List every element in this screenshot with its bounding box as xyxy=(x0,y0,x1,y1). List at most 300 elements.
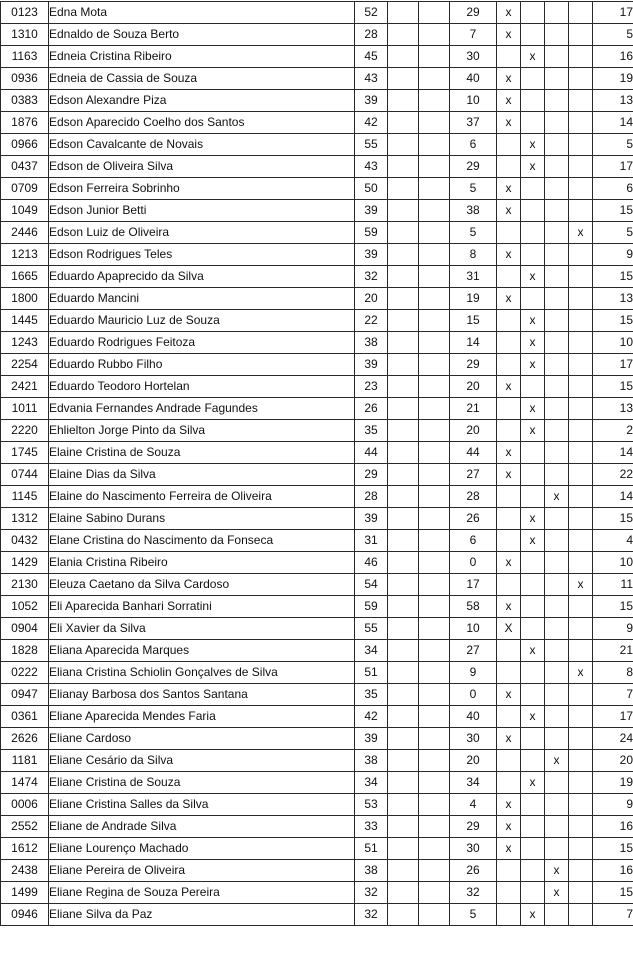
empty-col-2 xyxy=(419,882,450,904)
mark-col-1 xyxy=(497,398,521,420)
total-value: 5 xyxy=(593,24,633,46)
mark-col-4 xyxy=(569,530,593,552)
person-name: Eliane Regina de Souza Pereira xyxy=(49,882,355,904)
empty-col-2 xyxy=(419,904,450,926)
mark-col-3 xyxy=(545,464,569,486)
count-value: 4 xyxy=(450,794,497,816)
total-value: 13 xyxy=(593,288,633,310)
empty-col-1 xyxy=(388,530,419,552)
empty-col-1 xyxy=(388,90,419,112)
table-row xyxy=(1,750,633,772)
mark-col-1: x xyxy=(497,200,521,222)
age-value: 38 xyxy=(355,860,388,882)
table-row xyxy=(1,728,633,750)
table-row xyxy=(1,90,633,112)
total-value: 13 xyxy=(593,398,633,420)
empty-col-2 xyxy=(419,596,450,618)
count-value: 10 xyxy=(450,618,497,640)
mark-col-2 xyxy=(521,376,545,398)
table-row xyxy=(1,618,633,640)
age-value: 43 xyxy=(355,156,388,178)
total-value: 14 xyxy=(593,486,633,508)
total-value: 24 xyxy=(593,728,633,750)
mark-col-3 xyxy=(545,376,569,398)
empty-col-1 xyxy=(388,750,419,772)
empty-col-2 xyxy=(419,134,450,156)
mark-col-1: x xyxy=(497,112,521,134)
count-value: 30 xyxy=(450,728,497,750)
count-value: 15 xyxy=(450,310,497,332)
mark-col-2 xyxy=(521,90,545,112)
table-row xyxy=(1,244,633,266)
total-value: 21 xyxy=(593,640,633,662)
empty-col-2 xyxy=(419,222,450,244)
record-id: 1474 xyxy=(1,772,49,794)
person-name: Edson Aparecido Coelho dos Santos xyxy=(49,112,355,134)
mark-col-3 xyxy=(545,2,569,24)
empty-col-1 xyxy=(388,662,419,684)
mark-col-2 xyxy=(521,816,545,838)
count-value: 32 xyxy=(450,882,497,904)
mark-col-2 xyxy=(521,750,545,772)
empty-col-2 xyxy=(419,178,450,200)
count-value: 29 xyxy=(450,816,497,838)
mark-col-1 xyxy=(497,266,521,288)
table-row xyxy=(1,310,633,332)
mark-col-4 xyxy=(569,464,593,486)
person-name: Eliane Aparecida Mendes Faria xyxy=(49,706,355,728)
table-row xyxy=(1,508,633,530)
total-value: 10 xyxy=(593,552,633,574)
empty-col-2 xyxy=(419,574,450,596)
empty-col-1 xyxy=(388,618,419,640)
age-value: 34 xyxy=(355,772,388,794)
count-value: 0 xyxy=(450,684,497,706)
mark-col-1 xyxy=(497,420,521,442)
record-id: 0383 xyxy=(1,90,49,112)
mark-col-2 xyxy=(521,574,545,596)
age-value: 39 xyxy=(355,354,388,376)
mark-col-3 xyxy=(545,728,569,750)
mark-col-1: x xyxy=(497,684,521,706)
person-name: Eduardo Mauricio Luz de Souza xyxy=(49,310,355,332)
empty-col-1 xyxy=(388,332,419,354)
mark-col-1 xyxy=(497,706,521,728)
person-name: Edvania Fernandes Andrade Fagundes xyxy=(49,398,355,420)
mark-col-2: x xyxy=(521,772,545,794)
mark-col-2 xyxy=(521,178,545,200)
count-value: 37 xyxy=(450,112,497,134)
age-value: 23 xyxy=(355,376,388,398)
count-value: 20 xyxy=(450,750,497,772)
person-name: Elaine Dias da Silva xyxy=(49,464,355,486)
mark-col-4 xyxy=(569,816,593,838)
age-value: 35 xyxy=(355,684,388,706)
count-value: 8 xyxy=(450,244,497,266)
mark-col-4 xyxy=(569,112,593,134)
empty-col-1 xyxy=(388,772,419,794)
person-name: Edson de Oliveira Silva xyxy=(49,156,355,178)
mark-col-2 xyxy=(521,838,545,860)
count-value: 31 xyxy=(450,266,497,288)
mark-col-2 xyxy=(521,882,545,904)
total-value: 15 xyxy=(593,508,633,530)
count-value: 0 xyxy=(450,552,497,574)
table-row xyxy=(1,574,633,596)
count-value: 29 xyxy=(450,2,497,24)
record-id: 2446 xyxy=(1,222,49,244)
mark-col-4 xyxy=(569,420,593,442)
mark-col-1: X xyxy=(497,618,521,640)
count-value: 44 xyxy=(450,442,497,464)
empty-col-1 xyxy=(388,222,419,244)
record-id: 1181 xyxy=(1,750,49,772)
mark-col-3 xyxy=(545,68,569,90)
age-value: 39 xyxy=(355,508,388,530)
mark-col-1 xyxy=(497,156,521,178)
table-row xyxy=(1,486,633,508)
person-name: Eli Xavier da Silva xyxy=(49,618,355,640)
empty-col-1 xyxy=(388,68,419,90)
mark-col-2 xyxy=(521,442,545,464)
empty-col-2 xyxy=(419,310,450,332)
mark-col-3 xyxy=(545,156,569,178)
mark-col-3 xyxy=(545,904,569,926)
mark-col-4 xyxy=(569,90,593,112)
mark-col-3 xyxy=(545,266,569,288)
mark-col-4 xyxy=(569,684,593,706)
count-value: 40 xyxy=(450,706,497,728)
table-row xyxy=(1,266,633,288)
empty-col-1 xyxy=(388,266,419,288)
mark-col-1: x xyxy=(497,442,521,464)
count-value: 29 xyxy=(450,354,497,376)
total-value: 17 xyxy=(593,706,633,728)
total-value: 15 xyxy=(593,882,633,904)
mark-col-2: x xyxy=(521,310,545,332)
mark-col-4 xyxy=(569,728,593,750)
record-id: 0006 xyxy=(1,794,49,816)
mark-col-4 xyxy=(569,486,593,508)
mark-col-1 xyxy=(497,332,521,354)
total-value: 7 xyxy=(593,904,633,926)
table-row xyxy=(1,46,633,68)
mark-col-3 xyxy=(545,574,569,596)
record-id: 1312 xyxy=(1,508,49,530)
empty-col-1 xyxy=(388,728,419,750)
table-row xyxy=(1,662,633,684)
count-value: 5 xyxy=(450,904,497,926)
roster-table xyxy=(0,1,633,926)
empty-col-2 xyxy=(419,376,450,398)
record-id: 1429 xyxy=(1,552,49,574)
total-value: 16 xyxy=(593,816,633,838)
mark-col-3 xyxy=(545,442,569,464)
empty-col-1 xyxy=(388,178,419,200)
total-value: 4 xyxy=(593,530,633,552)
empty-col-2 xyxy=(419,816,450,838)
total-value: 11 xyxy=(593,574,633,596)
empty-col-2 xyxy=(419,332,450,354)
mark-col-3 xyxy=(545,222,569,244)
mark-col-3 xyxy=(545,134,569,156)
mark-col-3: x xyxy=(545,750,569,772)
person-name: Elaine do Nascimento Ferreira de Oliveira xyxy=(49,486,355,508)
person-name: Elania Cristina Ribeiro xyxy=(49,552,355,574)
empty-col-2 xyxy=(419,68,450,90)
mark-col-1: x xyxy=(497,596,521,618)
mark-col-1 xyxy=(497,354,521,376)
person-name: Ednaldo de Souza Berto xyxy=(49,24,355,46)
person-name: Eliane de Andrade Silva xyxy=(49,816,355,838)
table-row xyxy=(1,860,633,882)
empty-col-2 xyxy=(419,662,450,684)
mark-col-2 xyxy=(521,2,545,24)
mark-col-3 xyxy=(545,288,569,310)
mark-col-1: x xyxy=(497,90,521,112)
person-name: Elane Cristina do Nascimento da Fonseca xyxy=(49,530,355,552)
mark-col-3 xyxy=(545,530,569,552)
person-name: Eliane Cristina Salles da Silva xyxy=(49,794,355,816)
mark-col-2 xyxy=(521,728,545,750)
total-value: 5 xyxy=(593,222,633,244)
person-name: Eliana Cristina Schiolin Gonçalves de Silva xyxy=(49,662,355,684)
mark-col-4 xyxy=(569,750,593,772)
mark-col-1: x xyxy=(497,838,521,860)
mark-col-2 xyxy=(521,662,545,684)
count-value: 6 xyxy=(450,530,497,552)
total-value: 14 xyxy=(593,442,633,464)
mark-col-1 xyxy=(497,310,521,332)
table-row xyxy=(1,68,633,90)
mark-col-2 xyxy=(521,244,545,266)
mark-col-3 xyxy=(545,618,569,640)
age-value: 59 xyxy=(355,222,388,244)
age-value: 28 xyxy=(355,486,388,508)
total-value: 17 xyxy=(593,156,633,178)
empty-col-2 xyxy=(419,244,450,266)
mark-col-3 xyxy=(545,508,569,530)
person-name: Elaine Sabino Durans xyxy=(49,508,355,530)
empty-col-1 xyxy=(388,420,419,442)
record-id: 2254 xyxy=(1,354,49,376)
record-id: 2552 xyxy=(1,816,49,838)
age-value: 32 xyxy=(355,266,388,288)
total-value: 17 xyxy=(593,2,633,24)
record-id: 1745 xyxy=(1,442,49,464)
empty-col-2 xyxy=(419,486,450,508)
record-id: 1163 xyxy=(1,46,49,68)
mark-col-1: x xyxy=(497,552,521,574)
age-value: 44 xyxy=(355,442,388,464)
mark-col-2 xyxy=(521,618,545,640)
record-id: 2626 xyxy=(1,728,49,750)
mark-col-4 xyxy=(569,904,593,926)
total-value: 15 xyxy=(593,200,633,222)
total-value: 16 xyxy=(593,46,633,68)
record-id: 1612 xyxy=(1,838,49,860)
count-value: 6 xyxy=(450,134,497,156)
mark-col-4: x xyxy=(569,662,593,684)
person-name: Eliane Cardoso xyxy=(49,728,355,750)
empty-col-2 xyxy=(419,420,450,442)
age-value: 29 xyxy=(355,464,388,486)
empty-col-2 xyxy=(419,24,450,46)
table-row xyxy=(1,2,633,24)
mark-col-2 xyxy=(521,486,545,508)
age-value: 31 xyxy=(355,530,388,552)
age-value: 46 xyxy=(355,552,388,574)
age-value: 50 xyxy=(355,178,388,200)
mark-col-1: x xyxy=(497,178,521,200)
empty-col-1 xyxy=(388,640,419,662)
age-value: 32 xyxy=(355,882,388,904)
empty-col-1 xyxy=(388,310,419,332)
table-row xyxy=(1,222,633,244)
mark-col-1 xyxy=(497,772,521,794)
mark-col-3 xyxy=(545,772,569,794)
mark-col-1: x xyxy=(497,794,521,816)
count-value: 14 xyxy=(450,332,497,354)
empty-col-2 xyxy=(419,750,450,772)
empty-col-1 xyxy=(388,706,419,728)
record-id: 1049 xyxy=(1,200,49,222)
record-id: 1145 xyxy=(1,486,49,508)
mark-col-3 xyxy=(545,200,569,222)
table-row xyxy=(1,904,633,926)
total-value: 22 xyxy=(593,464,633,486)
age-value: 32 xyxy=(355,904,388,926)
person-name: Ehlielton Jorge Pinto da Silva xyxy=(49,420,355,442)
total-value: 15 xyxy=(593,310,633,332)
mark-col-2 xyxy=(521,860,545,882)
mark-col-3 xyxy=(545,90,569,112)
age-value: 38 xyxy=(355,750,388,772)
count-value: 17 xyxy=(450,574,497,596)
empty-col-1 xyxy=(388,486,419,508)
age-value: 22 xyxy=(355,310,388,332)
empty-col-1 xyxy=(388,46,419,68)
empty-col-1 xyxy=(388,200,419,222)
total-value: 6 xyxy=(593,178,633,200)
mark-col-2 xyxy=(521,464,545,486)
count-value: 19 xyxy=(450,288,497,310)
mark-col-3 xyxy=(545,552,569,574)
person-name: Edson Cavalcante de Novais xyxy=(49,134,355,156)
empty-col-2 xyxy=(419,860,450,882)
mark-col-2: x xyxy=(521,398,545,420)
record-id: 1213 xyxy=(1,244,49,266)
mark-col-2 xyxy=(521,684,545,706)
person-name: Eliane Pereira de Oliveira xyxy=(49,860,355,882)
mark-col-4 xyxy=(569,2,593,24)
total-value: 14 xyxy=(593,112,633,134)
empty-col-1 xyxy=(388,288,419,310)
mark-col-2 xyxy=(521,68,545,90)
count-value: 5 xyxy=(450,178,497,200)
person-name: Eduardo Apaprecido da Silva xyxy=(49,266,355,288)
table-row xyxy=(1,640,633,662)
count-value: 58 xyxy=(450,596,497,618)
count-value: 5 xyxy=(450,222,497,244)
empty-col-2 xyxy=(419,354,450,376)
person-name: Eduardo Teodoro Hortelan xyxy=(49,376,355,398)
record-id: 0432 xyxy=(1,530,49,552)
mark-col-2: x xyxy=(521,530,545,552)
table-row xyxy=(1,816,633,838)
empty-col-1 xyxy=(388,904,419,926)
mark-col-1 xyxy=(497,574,521,596)
mark-col-3 xyxy=(545,354,569,376)
total-value: 17 xyxy=(593,354,633,376)
empty-col-1 xyxy=(388,882,419,904)
person-name: Edson Luiz de Oliveira xyxy=(49,222,355,244)
empty-col-2 xyxy=(419,684,450,706)
table-row xyxy=(1,420,633,442)
empty-col-2 xyxy=(419,398,450,420)
age-value: 59 xyxy=(355,596,388,618)
table-row xyxy=(1,596,633,618)
count-value: 27 xyxy=(450,640,497,662)
mark-col-2 xyxy=(521,222,545,244)
total-value: 13 xyxy=(593,90,633,112)
mark-col-1: x xyxy=(497,244,521,266)
table-row xyxy=(1,288,633,310)
count-value: 26 xyxy=(450,508,497,530)
record-id: 1243 xyxy=(1,332,49,354)
record-id: 0437 xyxy=(1,156,49,178)
mark-col-4 xyxy=(569,354,593,376)
age-value: 55 xyxy=(355,134,388,156)
age-value: 55 xyxy=(355,618,388,640)
empty-col-1 xyxy=(388,684,419,706)
person-name: Eliane Lourenço Machado xyxy=(49,838,355,860)
mark-col-3 xyxy=(545,310,569,332)
empty-col-2 xyxy=(419,530,450,552)
table-row xyxy=(1,882,633,904)
mark-col-3 xyxy=(545,332,569,354)
age-value: 53 xyxy=(355,794,388,816)
mark-col-3 xyxy=(545,24,569,46)
person-name: Eliane Cesário da Silva xyxy=(49,750,355,772)
record-id: 1665 xyxy=(1,266,49,288)
empty-col-1 xyxy=(388,398,419,420)
empty-col-2 xyxy=(419,640,450,662)
mark-col-2 xyxy=(521,200,545,222)
empty-col-1 xyxy=(388,860,419,882)
table-row xyxy=(1,354,633,376)
age-value: 28 xyxy=(355,24,388,46)
mark-col-4 xyxy=(569,618,593,640)
age-value: 33 xyxy=(355,816,388,838)
mark-col-1: x xyxy=(497,464,521,486)
record-id: 1445 xyxy=(1,310,49,332)
person-name: Edna Mota xyxy=(49,2,355,24)
empty-col-1 xyxy=(388,376,419,398)
mark-col-3: x xyxy=(545,486,569,508)
mark-col-4 xyxy=(569,332,593,354)
mark-col-4 xyxy=(569,134,593,156)
person-name: Eliane Silva da Paz xyxy=(49,904,355,926)
count-value: 30 xyxy=(450,46,497,68)
empty-col-2 xyxy=(419,706,450,728)
empty-col-1 xyxy=(388,112,419,134)
mark-col-4 xyxy=(569,288,593,310)
count-value: 34 xyxy=(450,772,497,794)
total-value: 5 xyxy=(593,134,633,156)
mark-col-2 xyxy=(521,596,545,618)
empty-col-2 xyxy=(419,46,450,68)
